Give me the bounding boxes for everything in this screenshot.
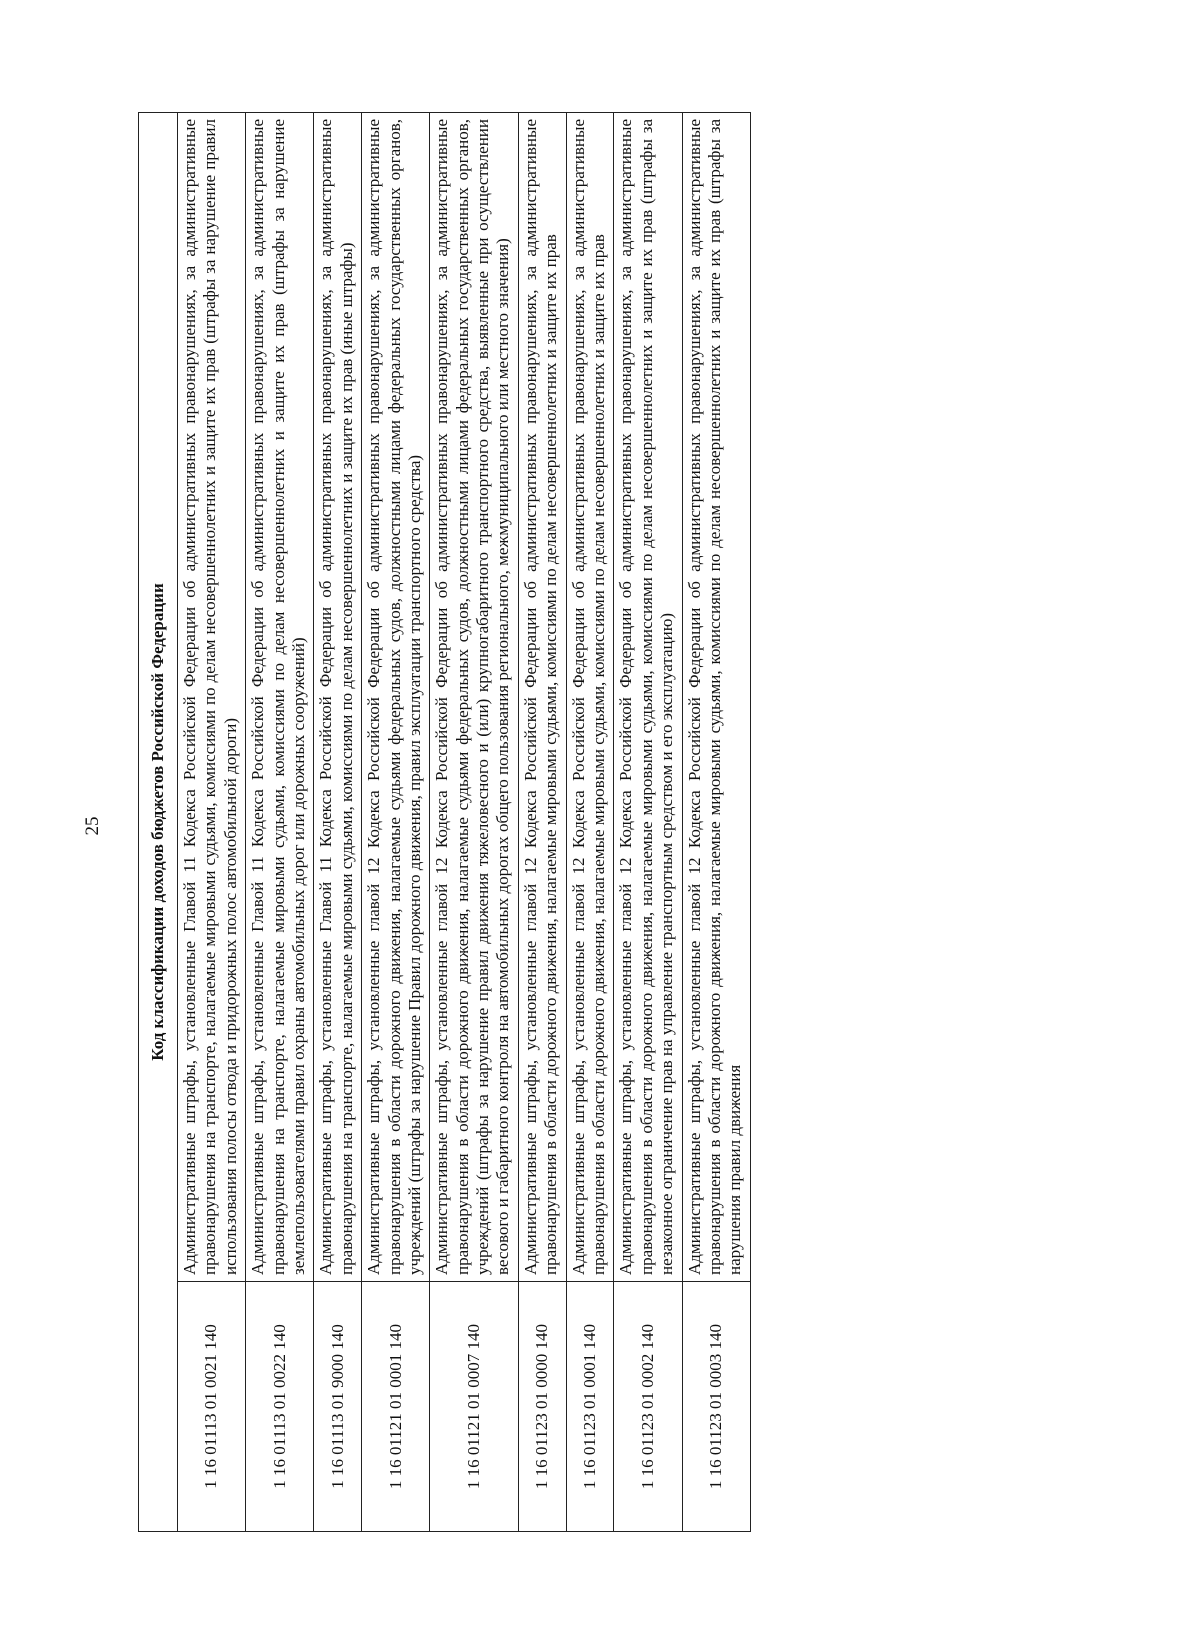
page-number: 25 — [82, 816, 103, 836]
classification-table — [138, 112, 751, 1532]
income-code: 1 16 01121 01 0001 140 — [362, 1282, 430, 1532]
table-row — [362, 113, 430, 1532]
income-description: Административные штрафы, установленные Главой 11 Кодекса Российской Федерации об административных правонарушениях, за административные правонарушения на транспорте, налагаемые мировыми судьями, комиссиями по делам несовершеннолетних и защите их прав (штрафы за нарушение правил использования полосы отвода и придорожных полос автомобильной дороги) — [178, 113, 246, 1282]
table-row — [566, 113, 614, 1532]
income-description: Административные штрафы, установленные главой 12 Кодекса Российской Федерации об административных правонарушениях, за административные правонарушения в области дорожного движения, налагаемые мировыми судьями, комиссиями по делам несовершеннолетних и защите их прав (штрафы за незаконное ограничение прав на управление транспортным средством и его эксплуатацию) — [614, 113, 682, 1282]
table-row — [682, 113, 750, 1532]
income-description: Административные штрафы, установленные главой 12 Кодекса Российской Федерации об административных правонарушениях, за административные правонарушения в области дорожного движения, налагаемые судьями федеральных судов, должностными лицами федеральных государственных органов, учреждений (штрафы за нарушение Правил дорожного движения, правил эксплуатации транспортного средства) — [362, 113, 430, 1282]
table-row — [178, 113, 246, 1532]
income-code: 1 16 01123 01 0002 140 — [614, 1282, 682, 1532]
income-description: Административные штрафы, установленные Главой 11 Кодекса Российской Федерации об административных правонарушениях, за административные правонарушения на транспорте, налагаемые мировыми судьями, комиссиями по делам несовершеннолетних и защите их прав (иные штрафы) — [314, 113, 362, 1282]
income-description: Административные штрафы, установленные главой 12 Кодекса Российской Федерации об административных правонарушениях, за административные правонарушения в области дорожного движения, налагаемые мировыми судьями, комиссиями по делам несовершеннолетних и защите их прав (штрафы за нарушения правил движения — [682, 113, 750, 1282]
table-header: Код классификации доходов бюджетов Российской Федерации — [139, 113, 178, 1532]
income-code: 1 16 01123 01 0003 140 — [682, 1282, 750, 1532]
income-description: Административные штрафы, установленные Главой 11 Кодекса Российской Федерации об административных правонарушениях, за административные правонарушения на транспорте, налагаемые мировыми судьями, комиссиями по делам несовершеннолетних и защите их прав (штрафы за нарушение землепользователями правил охраны автомобильных дорог или дорожных сооружений) — [246, 113, 314, 1282]
table-row — [314, 113, 362, 1532]
table-row — [518, 113, 566, 1532]
table-row — [430, 113, 519, 1532]
table-row — [246, 113, 314, 1532]
income-description: Административные штрафы, установленные главой 12 Кодекса Российской Федерации об административных правонарушениях, за административные правонарушения в области дорожного движения, налагаемые мировыми судьями, комиссиями по делам несовершеннолетних и защите их прав — [518, 113, 566, 1282]
income-code: 1 16 01113 01 9000 140 — [314, 1282, 362, 1532]
table-header-row — [139, 113, 178, 1532]
income-code: 1 16 01121 01 0007 140 — [430, 1282, 519, 1532]
income-code: 1 16 01123 01 0001 140 — [566, 1282, 614, 1532]
income-code: 1 16 01123 01 0000 140 — [518, 1282, 566, 1532]
income-code: 1 16 01113 01 0022 140 — [246, 1282, 314, 1532]
table-row — [614, 113, 682, 1532]
income-code: 1 16 01113 01 0021 140 — [178, 1282, 246, 1532]
income-description: Административные штрафы, установленные главой 12 Кодекса Российской Федерации об административных правонарушениях, за административные правонарушения в области дорожного движения, налагаемые мировыми судьями, комиссиями по делам несовершеннолетних и защите их прав — [566, 113, 614, 1282]
income-description: Административные штрафы, установленные главой 12 Кодекса Российской Федерации об административных правонарушениях, за административные правонарушения в области дорожного движения, налагаемые судьями федеральных судов, должностными лицами федеральных государственных органов, учреждений (штрафы за нарушение правил движения тяжеловесного и (или) крупногабаритного транспортного средства, выявленные при осуществлении весового и габаритного контроля на автомобильных дорогах общего пользования регионального, межмуниципального или местного значения) — [430, 113, 519, 1282]
